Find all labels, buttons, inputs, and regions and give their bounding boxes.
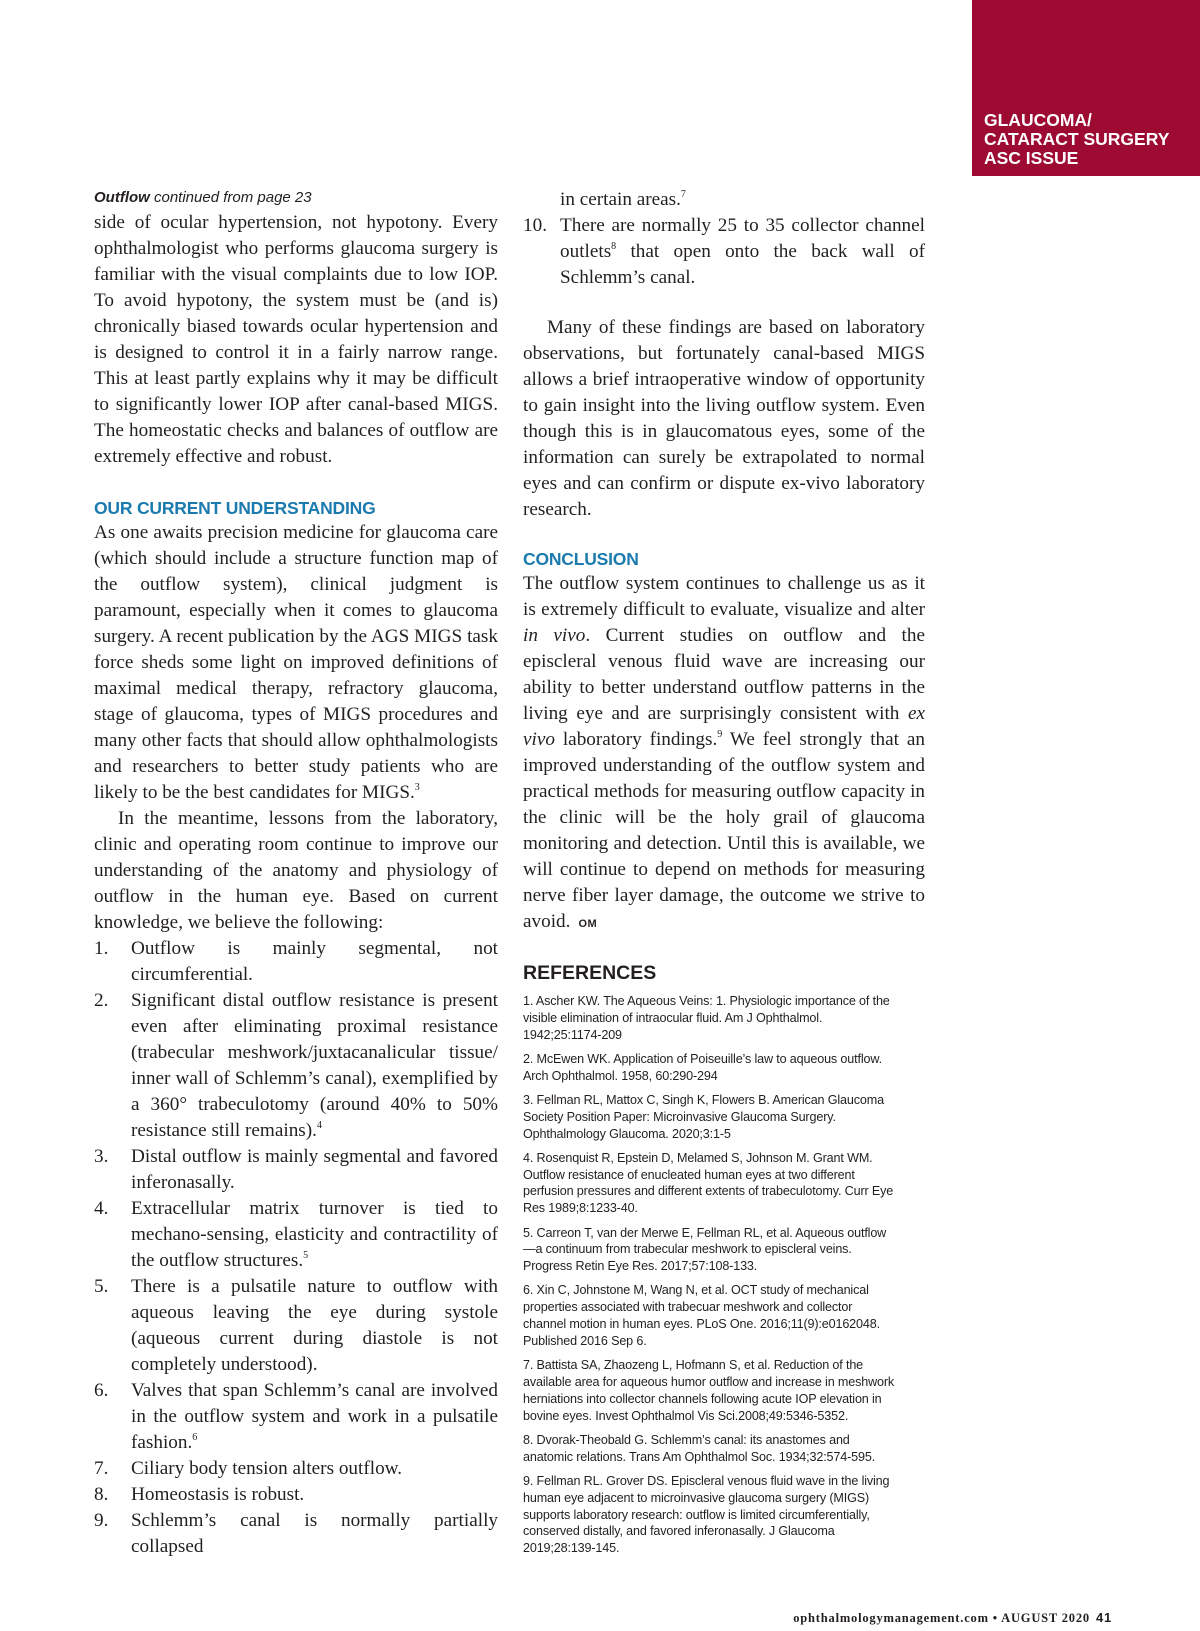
list-item-text-body: Outflow is mainly segmental, not circumferential.: [131, 938, 498, 985]
list-item-number: 1.: [94, 938, 109, 959]
list-item-number: 10.: [523, 215, 547, 236]
list-item-citation: 4: [316, 1120, 322, 1131]
list-item-number: 7.: [94, 1458, 109, 1479]
list-item-text-body: Distal outflow is mainly segmental and favored inferonasally.: [131, 1146, 498, 1193]
section-tab-line-1: GLAUCOMA/: [984, 110, 1092, 130]
list-item: [94, 1274, 498, 1378]
list-item-number: 4.: [94, 1198, 109, 1219]
conclusion-italic-in-vivo: in vivo: [523, 625, 586, 646]
list-item-10-text-a: There are normally 25 to 35 collector channel outlets: [560, 215, 925, 262]
conclusion-paragraph: [523, 571, 925, 937]
findings-summary-paragraph: Many of these findings are based on laboratory observations, but fortunately canal-based MIGS allows a brief intraoperative window of opportunity to gain insight into the living outflow system. Even though this is in glaucomatous eyes, some of the information can surely be extrapolated to normal eyes and can confirm or dispute ex-vivo laboratory research.: [523, 317, 925, 520]
list-item-citation: 5: [303, 1250, 309, 1261]
understanding-paragraph-1: [94, 520, 498, 806]
list-item: [94, 936, 498, 988]
list-item-text: [131, 936, 498, 988]
list-item: [94, 988, 498, 1144]
footer-publication: ophthalmologymanagement.com • AUGUST 2020: [793, 1611, 1090, 1625]
list-item-number: 9.: [94, 1510, 109, 1531]
section-heading-current-understanding: OUR CURRENT UNDERSTANDING: [94, 498, 376, 518]
conclusion-text-b: . Current studies on outflow and the episcleral venous fluid wave are increasing our ability to better understand outflow patterns in the living eye and are surprisingly consistent with: [523, 625, 925, 724]
reference-item: 1. Ascher KW. The Aqueous Veins: 1. Physiologic importance of the visible elimination of intraocular fluid. Am J Ophthalmol. 1942;25:1174-209: [523, 994, 890, 1042]
list-item-text: [131, 1274, 498, 1378]
reference-item: 9. Fellman RL. Grover DS. Episcleral venous fluid wave in the living human eye adjacent to microinvasive glaucoma surgery (MIGS) supports laboratory research: outflow is limited circumferentially, conserved distally, and favored inferonasally. J Glaucoma 2019;28:139-145.: [523, 1473, 890, 1556]
list-item-text: [131, 1378, 498, 1456]
reference-item: 3. Fellman RL, Mattox C, Singh K, Flowers B. American Glaucoma Society Position Paper: Microinvasive Glaucoma Surgery. Ophthalmology Glaucoma. 2020;3:1-5: [523, 1092, 884, 1141]
list-item-text: [131, 988, 498, 1144]
list-item-citation: 6: [192, 1432, 198, 1443]
list-item-number: 2.: [94, 990, 109, 1011]
list-item-number: 8.: [94, 1484, 109, 1505]
reference-item: 8. Dvorak-Theobald G. Schlemm’s canal: its anastomes and anatomic relations. Trans Am Ophthalmol Soc. 1934;32:574-595.: [523, 1432, 876, 1464]
conclusion-text-c: laboratory findings.: [554, 729, 718, 750]
list-item-text-body: There is a pulsatile nature to outflow with aqueous leaving the eye during systole (aqueous current during diastole is not completely understood).: [131, 1276, 498, 1375]
right-column: [523, 187, 925, 1564]
citation-9: 9: [717, 729, 723, 740]
list-item-text: [131, 1482, 498, 1508]
list-item-text: [131, 1456, 498, 1482]
list-item-9-continuation-text: in certain areas.: [560, 189, 681, 210]
list-item-text: [131, 1196, 498, 1274]
list-item-text-body: Significant distal outflow resistance is present even after eliminating proximal resistance (trabecular meshwork/juxtacanalicular tissue/ inner wall of Schlemm’s canal), exemplified by a 360° trabeculotomy (around 40% to 50% resistance still remains).: [131, 990, 498, 1141]
list-item-10-text-b: that open onto the back wall of Schlemm’s canal.: [560, 241, 925, 288]
list-item: [94, 1196, 498, 1274]
understanding-paragraph-1-text: As one awaits precision medicine for glaucoma care (which should include a structure function map of the outflow system), clinical judgment is paramount, especially when it comes to glaucoma surgery. A recent publication by the AGS MIGS task force sheds some light on improved definitions of maximal medical therapy, refractory glaucoma, stage of glaucoma, types of MIGS procedures and many other facts that should allow ophthalmologists and researchers to better study patients who are likely to be the best candidates for MIGS.: [94, 522, 498, 803]
reference-item: 6. Xin C, Johnstone M, Wang N, et al. OCT study of mechanical properties associated with trabecuar meshwork and collector channel motion in human eyes. PLoS One. 2016;11(9):e0162048. Published 2016 Sep 6.: [523, 1283, 880, 1348]
list-item-text-body: Homeostasis is robust.: [131, 1484, 305, 1505]
section-tab-line-2: CATARACT SURGERY: [984, 129, 1170, 149]
conclusion-text-d: We feel strongly that an improved understanding of the outflow system and practical methods for measuring outflow capacity in the clinic will be the holy grail of glaucoma monitoring and detection. Until this is available, we will continue to depend on methods for measuring nerve fiber layer damage, the outcome we strive to avoid.: [523, 729, 925, 932]
list-item: [94, 1144, 498, 1196]
citation-8: 8: [611, 241, 617, 252]
conclusion-italic-ex-vivo: ex vivo: [523, 703, 925, 750]
continued-rest: continued from page 23: [149, 189, 312, 206]
list-item-text-body: Valves that span Schlemm’s canal are involved in the outflow system and work in a pulsatile fashion.: [131, 1380, 498, 1453]
list-item-number: 3.: [94, 1146, 109, 1167]
continued-from-line: [94, 187, 498, 209]
left-column: [94, 187, 498, 1560]
list-item-text: [131, 1508, 498, 1560]
section-tab: [972, 0, 1200, 176]
reference-item: 5. Carreon T, van der Merwe E, Fellman RL, et al. Aqueous outflow—a continuum from trabecular meshwork to episcleral veins. Progress Retin Eye Res. 2017;57:108-133.: [523, 1225, 887, 1274]
references-heading: REFERENCES: [523, 962, 657, 984]
list-item-text-body: Extracellular matrix turnover is tied to mechano-sensing, elasticity and contractility of the outflow structures.: [131, 1198, 498, 1271]
section-heading-conclusion: CONCLUSION: [523, 549, 639, 569]
list-item: [94, 1508, 498, 1560]
references-list: [523, 993, 895, 1557]
list-item: [523, 213, 925, 291]
page-number: 41: [1095, 1610, 1112, 1625]
list-item-number: 6.: [94, 1380, 109, 1401]
list-item-9-continuation: [523, 187, 925, 213]
conclusion-text-a: The outflow system continues to challenge us as it is extremely difficult to evaluate, visualize and alter: [523, 573, 925, 620]
findings-list-continued: [523, 213, 925, 291]
list-item: [94, 1378, 498, 1456]
findings-list: [94, 936, 498, 1560]
list-item-text: [131, 1144, 498, 1196]
section-tab-line-3: ASC ISSUE: [984, 148, 1079, 168]
reference-item: 7. Battista SA, Zhaozeng L, Hofmann S, et al. Reduction of the available area for aqueous humor outflow and increase in meshwork herniations into collector channels following acute IOP elevation in bovine eyes. Invest Ophthalmol Vis Sci.2008;49:5346-5352.: [523, 1358, 895, 1423]
list-item-text-body: Schlemm’s canal is normally partially collapsed: [131, 1510, 498, 1557]
page-footer: [793, 1610, 1112, 1626]
list-item-text: [560, 213, 925, 291]
citation-3: 3: [414, 782, 420, 793]
list-item: [94, 1482, 498, 1508]
om-end-mark: OM: [578, 918, 598, 930]
intro-paragraph: side of ocular hypertension, not hypotony. Every ophthalmologist who performs glaucoma surgery is familiar with the visual complaints due to low IOP. To avoid hypotony, the system must be (and is) chronically biased towards ocular hypertension and is designed to control it in a fairly narrow range. This at least partly explains why it may be difficult to significantly lower IOP after canal-based MIGS. The homeostatic checks and balances of outflow are extremely effective and robust.: [94, 212, 498, 467]
list-item-number: 5.: [94, 1276, 109, 1297]
continued-title: Outflow: [94, 189, 150, 206]
understanding-paragraph-2: In the meantime, lessons from the laboratory, clinic and operating room continue to improve our understanding of the anatomy and physiology of outflow in the human eye. Based on current knowledge, we believe the following:: [94, 808, 498, 933]
reference-item: 4. Rosenquist R, Epstein D, Melamed S, Johnson M. Grant WM. Outflow resistance of enucleated human eyes at two different perfusion pressures and different extents of trabeculotomy. Curr Eye Res 1989;8:1233-40.: [523, 1150, 894, 1216]
citation-7: 7: [680, 189, 686, 200]
list-item: [94, 1456, 498, 1482]
reference-item: 2. McEwen WK. Application of Poiseuille’s law to aqueous outflow. Arch Ophthalmol. 1958, 60:290-294: [523, 1051, 882, 1083]
list-item-text-body: Ciliary body tension alters outflow.: [131, 1458, 403, 1479]
